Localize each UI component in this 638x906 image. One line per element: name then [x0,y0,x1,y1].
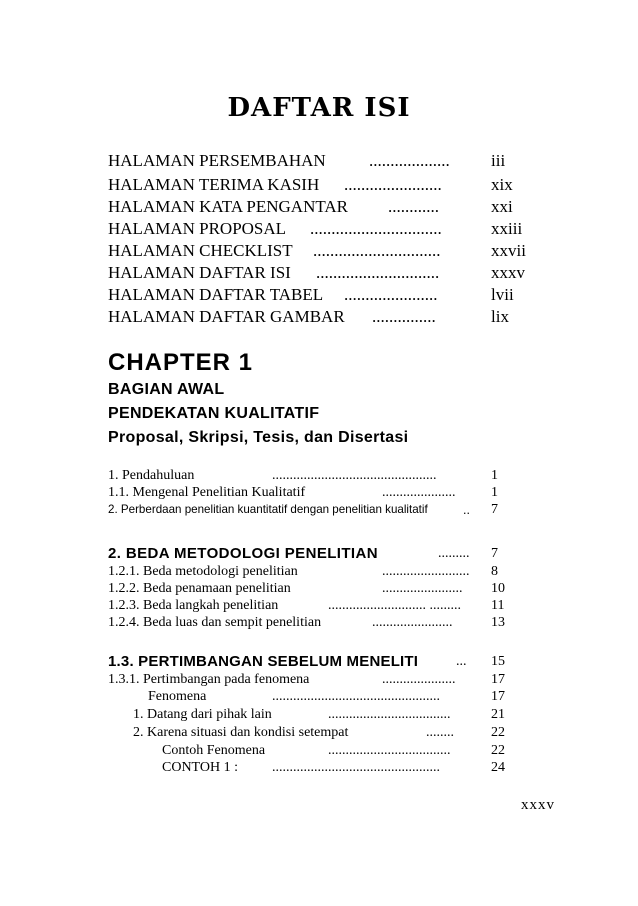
toc-label: 1. Pendahuluan [108,468,195,483]
toc-label: 1.3.1. Pertimbangan pada fenomena [108,672,310,687]
toc-dots: ..................... [382,485,456,500]
toc-dots: ............ [388,197,439,216]
toc-label: 1.2.1. Beda metodologi penelitian [108,564,298,579]
toc-dots: ................................... [328,707,451,722]
toc-label: HALAMAN DAFTAR GAMBAR [108,307,345,326]
toc-page-number: xix [491,175,513,194]
toc-page-number: xxxv [491,263,525,282]
section-heading: BAGIAN AWAL [108,381,225,398]
section-heading: PENDEKATAN KUALITATIF [108,405,320,422]
toc-page-number: 7 [491,546,498,561]
toc-dots: ..................... [382,672,456,687]
footer-page-number: xxxv [521,797,555,813]
toc-page-number: 24 [491,760,505,775]
toc-page-number: 1 [491,468,498,483]
toc-page-number: 21 [491,707,505,722]
toc-dots: ............................. [316,263,440,282]
toc-dots: ................................................ [272,689,440,704]
toc-page-number: lvii [491,285,514,304]
toc-label: 1. Datang dari pihak lain [133,707,272,722]
toc-dots: ............... [372,307,436,326]
toc-section-label: 2. BEDA METODOLOGI PENELITIAN [108,545,378,562]
toc-label: HALAMAN KATA PENGANTAR [108,197,349,216]
toc-dots: ... [456,654,467,669]
toc-page-number: iii [491,151,506,170]
toc-page-number: xxiii [491,219,523,238]
toc-page-number: 11 [491,598,505,613]
toc-dots: ....................... [382,581,463,596]
toc-label: 1.1. Mengenal Penelitian Kualitatif [108,485,306,500]
toc-dots: ................................................ [272,760,440,775]
toc-label: CONTOH 1 : [162,760,238,775]
toc-page-number: 17 [491,689,505,704]
toc-dots: ................... [369,151,450,170]
toc-label: HALAMAN PROPOSAL [108,219,287,238]
toc-page-number: xxi [491,197,513,216]
toc-page-number: 15 [491,654,505,669]
chapter-heading: CHAPTER 1 [108,349,254,376]
toc-dots: ......... [438,546,470,561]
toc-section-label: 1.3. PERTIMBANGAN SEBELUM MENELITI [108,653,419,670]
toc-dots: ........ [426,725,454,740]
toc-label: 1.2.4. Beda luas dan sempit penelitian [108,615,322,630]
toc-page-number: 22 [491,725,505,740]
toc-page-number: xxvii [491,241,526,260]
section-heading: Proposal, Skripsi, Tesis, dan Disertasi [108,429,409,446]
toc-page-number: 22 [491,743,505,758]
toc-dots: ....................... [372,615,453,630]
toc-label: 2. Perberdaan penelitian kuantitatif dengan penelitian kualitatif [108,503,428,516]
toc-page-number: 7 [491,502,498,517]
toc-dots: ............................... [310,219,442,238]
toc-dots: ...................... [344,285,438,304]
toc-page-number: 13 [491,615,505,630]
toc-label: Contoh Fenomena [162,743,266,758]
toc-page-number: 17 [491,672,505,687]
toc-label: 2. Karena situasi dan kondisi setempat [133,725,349,740]
toc-label: HALAMAN PERSEMBAHAN [108,151,326,170]
toc-page-number: 8 [491,564,498,579]
toc-dots: ................................... [328,743,451,758]
toc-label: HALAMAN TERIMA KASIH [108,175,320,194]
toc-page-number: 1 [491,485,498,500]
toc-dots: ............................ ......... [328,598,461,613]
toc-dots: ....................... [344,175,442,194]
page-title: DAFTAR ISI [227,93,411,123]
toc-label: 1.2.2. Beda penamaan penelitian [108,581,291,596]
toc-label: HALAMAN DAFTAR ISI [108,263,291,282]
toc-label: Fenomena [148,689,207,704]
toc-label: 1.2.3. Beda langkah penelitian [108,598,279,613]
toc-page-number: lix [491,307,509,326]
toc-label: HALAMAN CHECKLIST [108,241,293,260]
toc-dots: ............................................... [272,468,437,483]
toc-label: HALAMAN DAFTAR TABEL [108,285,324,304]
toc-dots: .............................. [313,241,441,260]
toc-dots: .. [463,503,470,517]
toc-page-number: 10 [491,581,505,596]
toc-dots: ......................... [382,564,470,579]
